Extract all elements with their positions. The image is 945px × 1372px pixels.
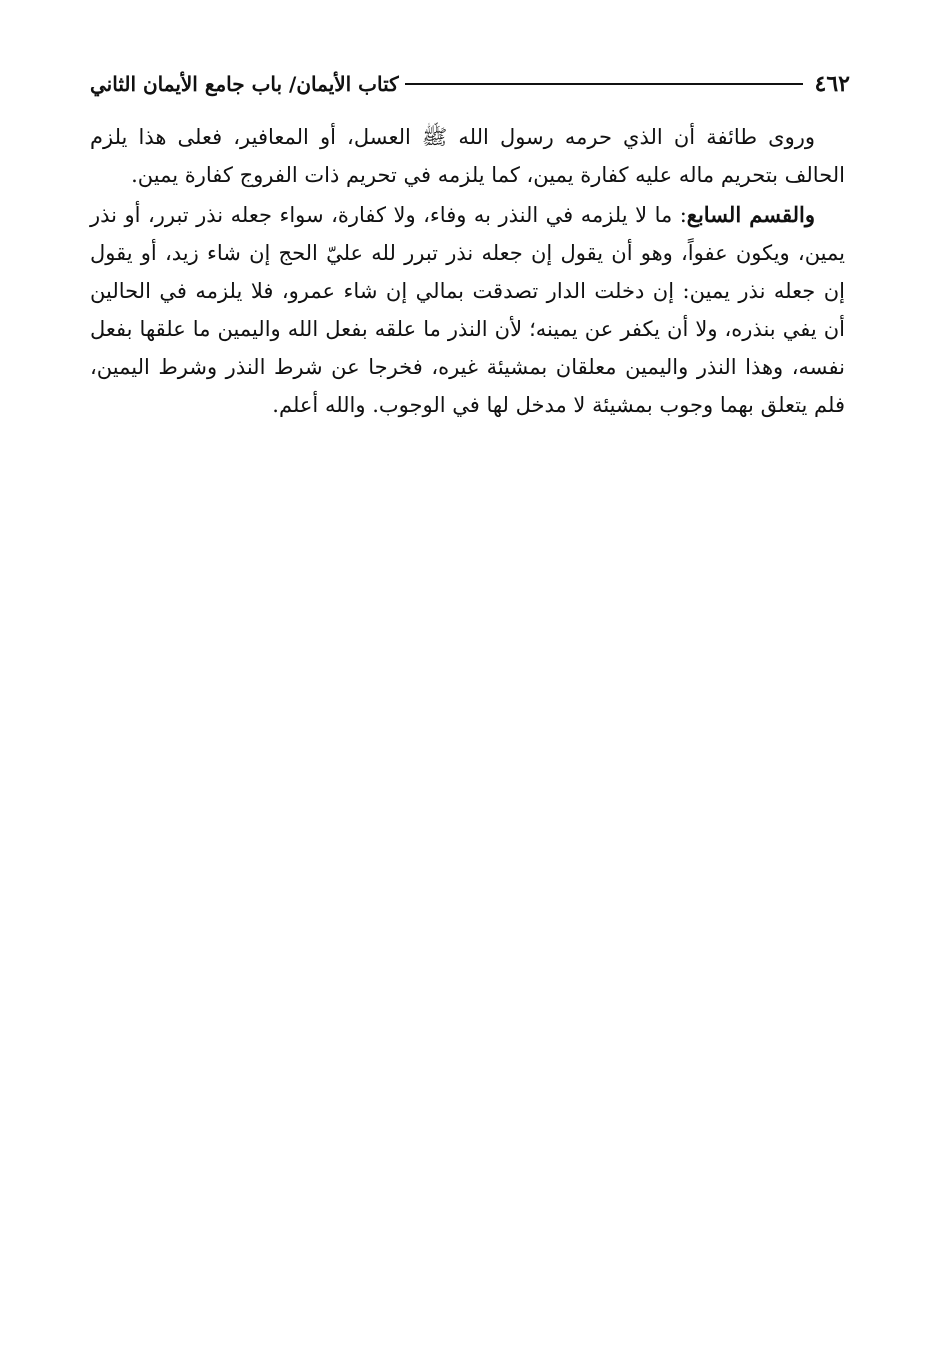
paragraph-2-text: : ما لا يلزمه في النذر به وفاء، ولا كفارة، سواء جعله نذر تبرر، أو نذر يمين، ويكون عفواً، وهو أن يقول إن جعله نذر تبرر لله عليّ الحج إن شاء زيد، أو يقول إن جعله نذر يمين: إن دخلت الدار تصدقت بمالي إن شاء عمرو، فلا يلزمه في الحالين أن يفي بنذره، ولا أن يكفر عن يمينه؛ لأن النذر ما علقه بفعل الله واليمين ما علقها بفعل نفسه، وهذا النذر واليمين معلقان بمشيئة غيره، فخرجا عن شرط النذر وشرط اليمين، فلم يتعلق بهما وجوب بمشيئة لا مدخل لها في الوجوب. والله أعلم. (90, 203, 845, 417)
body-text (90, 118, 845, 424)
paragraph-1: وروى طائفة أن الذي حرمه رسول الله ﷺ العسل، أو المعافير، فعلى هذا يلزم الحالف بتحريم ماله عليه كفارة يمين، كما يلزمه في تحريم ذات الفروج كفارة يمين. (90, 125, 845, 187)
page-number: ٤٦٢ (814, 71, 850, 97)
paragraph-2-lead: والقسم السابع (686, 202, 816, 227)
running-title: كتاب الأيمان/ باب جامع الأيمان الثاني (90, 72, 399, 96)
paragraph-2 (90, 196, 845, 424)
page-header (90, 64, 850, 104)
header-rule (405, 83, 803, 85)
